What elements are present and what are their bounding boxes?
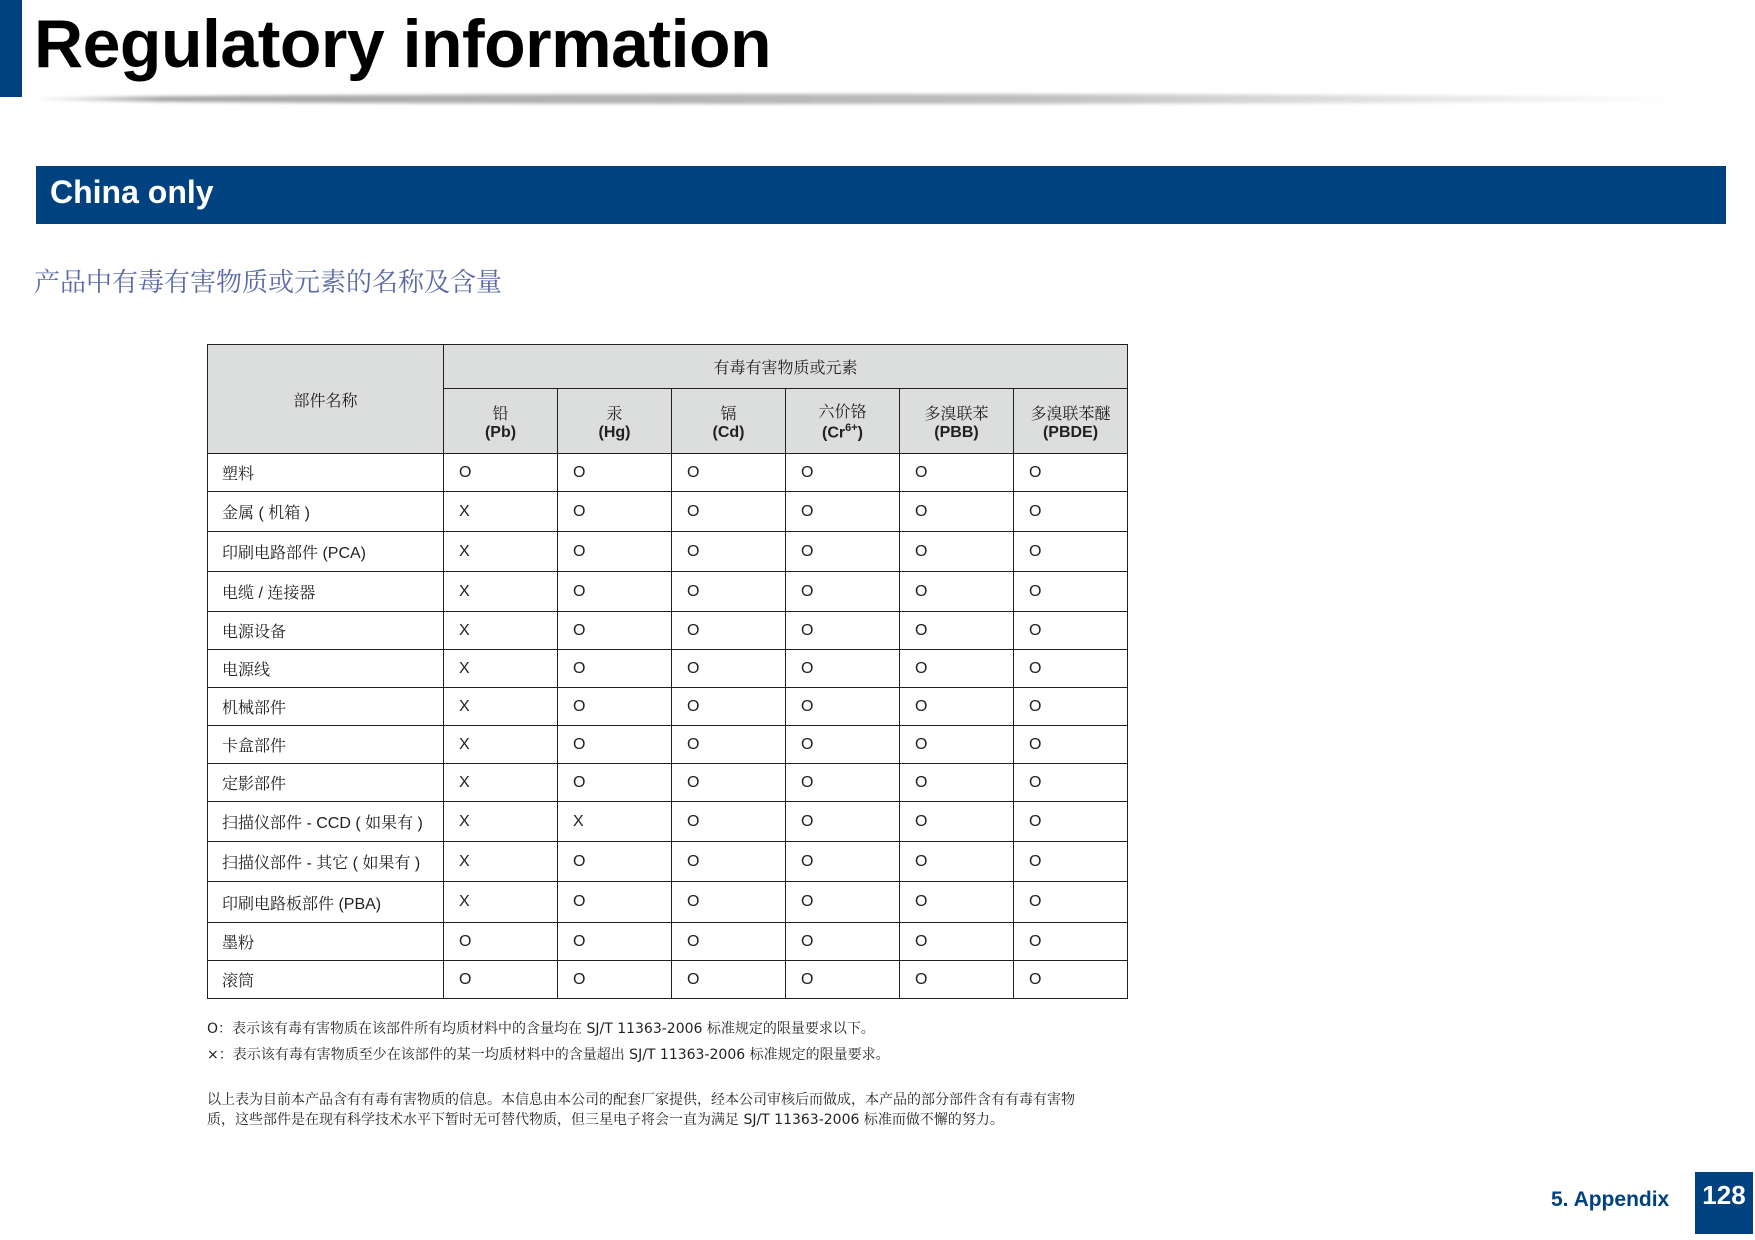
substance-value-cell: O <box>558 882 672 923</box>
substance-value-cell: O <box>1014 492 1128 532</box>
statement-line-2: 质，这些部件是在现有科学技术水平下暂时无可替代物质，但三星电子将会一直为满足 SJ/T 11363-2006 标准而做不懈的努力。 <box>207 1112 1004 1128</box>
substance-value-cell: O <box>558 532 672 572</box>
part-name-cell: 滚筒 <box>208 961 444 999</box>
substance-value-cell: O <box>1014 532 1128 572</box>
table-row <box>208 612 1128 650</box>
substance-value-cell: X <box>444 612 558 650</box>
substance-symbol: (Cd) <box>712 423 745 441</box>
substance-value-cell: O <box>672 572 786 612</box>
part-name-cell: 机械部件 <box>208 688 444 726</box>
substance-value-cell: O <box>1014 923 1128 961</box>
substance-value-cell: O <box>900 532 1014 572</box>
substance-column-header <box>900 389 1014 454</box>
substance-value-cell: O <box>1014 688 1128 726</box>
substance-value-cell: O <box>672 764 786 802</box>
table-row <box>208 726 1128 764</box>
substance-value-cell: O <box>1014 764 1128 802</box>
section-header <box>36 166 1726 224</box>
substance-value-cell: O <box>558 923 672 961</box>
table-row <box>208 882 1128 923</box>
substance-value-cell: O <box>444 961 558 999</box>
part-name-cell: 电源线 <box>208 650 444 688</box>
part-name-cell: 扫描仪部件 - 其它 ( 如果有 ) <box>208 842 444 882</box>
substance-value-cell: O <box>558 454 672 492</box>
substance-value-cell: O <box>786 764 900 802</box>
substance-column-header <box>1014 389 1128 454</box>
substance-value-cell: O <box>900 454 1014 492</box>
substance-column-header <box>672 389 786 454</box>
substance-value-cell: O <box>900 842 1014 882</box>
page-title: Regulatory information <box>34 6 772 82</box>
o-legend-note: O：表示该有毒有害物质在该部件所有均质材料中的含量均在 SJ/T 11363-2006 标准规定的限量要求以下。 <box>207 1021 875 1037</box>
part-name-cell: 电缆 / 连接器 <box>208 572 444 612</box>
substance-name: 六价铬 <box>818 404 867 422</box>
substance-value-cell: O <box>444 454 558 492</box>
substance-symbol: (Pb) <box>484 423 517 441</box>
table-row <box>208 842 1128 882</box>
substance-value-cell: O <box>900 923 1014 961</box>
substance-symbol: (Hg) <box>598 423 631 441</box>
table-row <box>208 688 1128 726</box>
table-row <box>208 961 1128 999</box>
substance-value-cell: O <box>900 492 1014 532</box>
substance-symbol: (PBDE) <box>1042 423 1099 441</box>
part-name-cell: 金属 ( 机箱 ) <box>208 492 444 532</box>
table-row <box>208 923 1128 961</box>
substance-value-cell: O <box>786 572 900 612</box>
substance-value-cell: O <box>786 726 900 764</box>
substance-value-cell: O <box>900 961 1014 999</box>
substance-value-cell: O <box>672 882 786 923</box>
substance-value-cell: O <box>1014 650 1128 688</box>
title-underline <box>28 94 1693 104</box>
substance-value-cell: O <box>786 650 900 688</box>
substance-value-cell: O <box>786 882 900 923</box>
substance-column-header <box>444 389 558 454</box>
substance-value-cell: O <box>558 572 672 612</box>
part-name-cell: 印刷电路部件 (PCA) <box>208 532 444 572</box>
substance-value-cell: O <box>558 726 672 764</box>
x-legend-note: ×：表示该有毒有害物质至少在该部件的某一均质材料中的含量超出 SJ/T 11363-2006 标准规定的限量要求。 <box>207 1047 890 1063</box>
table-row <box>208 650 1128 688</box>
substance-value-cell: O <box>672 650 786 688</box>
substance-value-cell: O <box>1014 726 1128 764</box>
substance-value-cell: O <box>900 802 1014 842</box>
table-row <box>208 492 1128 532</box>
part-name-cell: 卡盒部件 <box>208 726 444 764</box>
substance-value-cell: O <box>558 842 672 882</box>
substance-value-cell: O <box>900 612 1014 650</box>
substance-value-cell: X <box>444 802 558 842</box>
table-row <box>208 532 1128 572</box>
substance-value-cell: X <box>558 802 672 842</box>
substance-value-cell: O <box>1014 572 1128 612</box>
substance-value-cell: O <box>672 612 786 650</box>
substance-value-cell: O <box>1014 961 1128 999</box>
substance-value-cell: O <box>1014 882 1128 923</box>
substance-value-cell: O <box>1014 612 1128 650</box>
substance-value-cell: O <box>672 726 786 764</box>
substance-value-cell: O <box>672 923 786 961</box>
substance-value-cell: O <box>672 961 786 999</box>
substance-value-cell: X <box>444 764 558 802</box>
title-accent-bar <box>0 0 22 97</box>
substance-value-cell: O <box>900 688 1014 726</box>
substance-value-cell: X <box>444 650 558 688</box>
substance-value-cell: O <box>786 454 900 492</box>
part-name-cell: 定影部件 <box>208 764 444 802</box>
substance-value-cell: O <box>672 454 786 492</box>
hazardous-substances-table <box>207 344 1128 999</box>
substance-value-cell: O <box>900 764 1014 802</box>
substance-name: 汞 <box>606 405 623 423</box>
substance-value-cell: O <box>786 961 900 999</box>
substance-value-cell: O <box>786 612 900 650</box>
substance-name: 镉 <box>720 405 737 423</box>
substance-value-cell: O <box>900 882 1014 923</box>
substance-value-cell: O <box>558 612 672 650</box>
statement <box>207 1090 1075 1130</box>
part-name-cell: 扫描仪部件 - CCD ( 如果有 ) <box>208 802 444 842</box>
substance-value-cell: O <box>900 572 1014 612</box>
table-row <box>208 572 1128 612</box>
substance-value-cell: O <box>1014 802 1128 842</box>
table-row <box>208 802 1128 842</box>
substance-value-cell: O <box>786 492 900 532</box>
substance-value-cell: O <box>672 532 786 572</box>
substance-symbol: (PBB) <box>934 423 979 441</box>
substance-value-cell: O <box>672 802 786 842</box>
substance-value-cell: O <box>558 764 672 802</box>
substance-value-cell: O <box>672 842 786 882</box>
part-name-cell: 塑料 <box>208 454 444 492</box>
substance-symbol: $(Cr^{6+})$ <box>822 422 863 442</box>
substance-name: 铅 <box>492 405 509 423</box>
legend-notes <box>207 1016 890 1068</box>
footer-section-label: 5. Appendix <box>1551 1188 1670 1211</box>
substance-value-cell: O <box>786 688 900 726</box>
table-row <box>208 764 1128 802</box>
statement-line-1: 以上表为目前本产品含有有毒有害物质的信息。本信息由本公司的配套厂家提供，经本公司审核后而做成，本产品的部分部件含有有毒有害物 <box>207 1092 1075 1108</box>
substance-value-cell: O <box>786 923 900 961</box>
substance-value-cell: O <box>444 923 558 961</box>
substance-value-cell: O <box>672 688 786 726</box>
substance-value-cell: O <box>786 532 900 572</box>
substance-value-cell: O <box>1014 842 1128 882</box>
part-name-cell: 电源设备 <box>208 612 444 650</box>
substance-value-cell: O <box>558 961 672 999</box>
substance-value-cell: O <box>672 492 786 532</box>
substance-name: 多溴联苯 <box>924 405 989 423</box>
substances-group-header: 有毒有害物质或元素 <box>444 345 1128 389</box>
page-number: 128 <box>1702 1180 1746 1210</box>
table-caption: 产品中有毒有害物质或元素的名称及含量 <box>34 268 503 298</box>
substance-value-cell: X <box>444 572 558 612</box>
substance-value-cell: O <box>1014 454 1128 492</box>
substance-value-cell: O <box>558 492 672 532</box>
substance-value-cell: O <box>786 842 900 882</box>
table-row <box>208 454 1128 492</box>
substance-value-cell: O <box>558 688 672 726</box>
substance-value-cell: O <box>900 726 1014 764</box>
substance-value-cell: O <box>900 650 1014 688</box>
substance-column-header <box>558 389 672 454</box>
part-name-cell: 印刷电路板部件 (PBA) <box>208 882 444 923</box>
substance-value-cell: X <box>444 492 558 532</box>
substance-value-cell: X <box>444 842 558 882</box>
substance-value-cell: X <box>444 882 558 923</box>
substance-value-cell: X <box>444 726 558 764</box>
section-title: China only <box>50 174 214 210</box>
substance-value-cell: O <box>786 802 900 842</box>
substance-column-header <box>786 389 900 454</box>
substance-name: 多溴联苯醚 <box>1030 405 1111 423</box>
page-number-box <box>1695 1172 1753 1234</box>
substance-value-cell: X <box>444 532 558 572</box>
part-name-header: 部件名称 <box>208 345 444 454</box>
substance-value-cell: X <box>444 688 558 726</box>
part-name-cell: 墨粉 <box>208 923 444 961</box>
substance-value-cell: O <box>558 650 672 688</box>
